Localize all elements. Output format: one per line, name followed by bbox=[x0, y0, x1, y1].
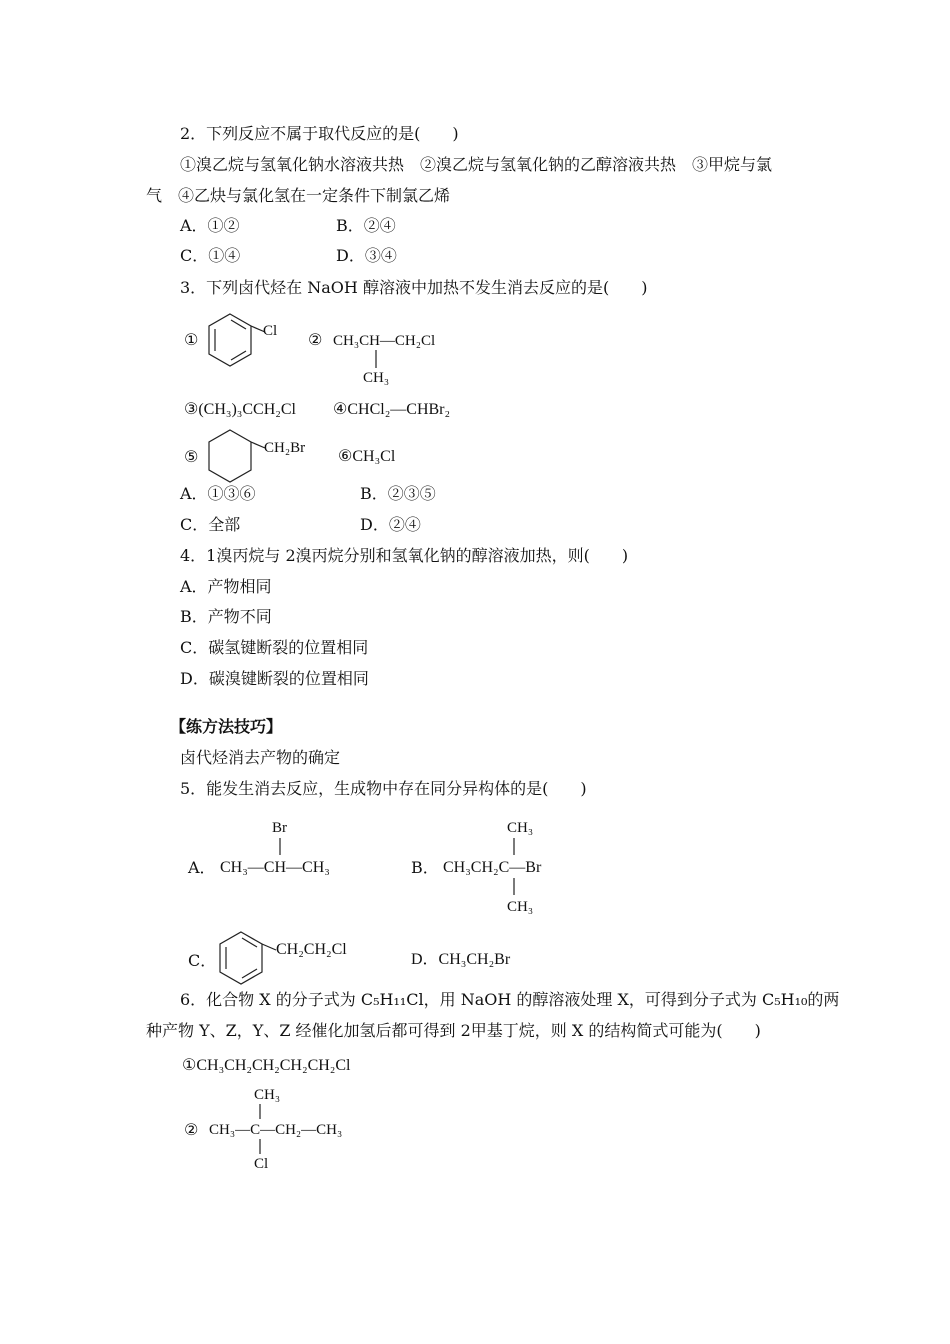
q3-m2-number: ② bbox=[308, 330, 323, 349]
q3-option-a: A．①③⑥ bbox=[180, 484, 256, 503]
q4-option-b: B．产物不同 bbox=[180, 607, 272, 626]
q3-m6: ⑥CH₃Cl bbox=[338, 448, 396, 465]
q5-c-substituent: CH₂CH₂Cl bbox=[276, 941, 347, 958]
q3-option-d: D．②④ bbox=[360, 515, 421, 534]
q2-line1: ①溴乙烷与氢氧化钠水溶液共热 ②溴乙烷与氢氧化钠的乙醇溶液共热 ③甲烷与氯 bbox=[180, 155, 773, 174]
q3-stem: 3．下列卤代烃在 NaOH 醇溶液中加热不发生消去反应的是( ) bbox=[180, 278, 648, 297]
q5-d-option: D．CH₃CH₂Br bbox=[411, 951, 511, 968]
q3-option-b: B．②③⑤ bbox=[360, 484, 436, 503]
q6-line1: 6．化合物 X 的分子式为 C₅H₁₁Cl，用 NaOH 的醇溶液处理 X，可得到分子式为 C₅H₁₀的两 bbox=[180, 990, 840, 1009]
q6-option-2-top-bond bbox=[258, 1104, 262, 1122]
q6-line2: 种产物 Y、Z，Y、Z 经催化加氢后都可得到 2甲基丁烷，则 X 的结构简式可能为( ) bbox=[146, 1021, 761, 1040]
q5-b-bottom: CH₃ bbox=[507, 899, 534, 915]
q6-option-2-main: CH₃—C—CH₂—CH₃ bbox=[209, 1122, 343, 1138]
q3-m5-substituent: CH₂Br bbox=[264, 440, 306, 456]
q3-m2-branch-bond bbox=[374, 350, 378, 370]
q2-option-c: C．①④ bbox=[180, 246, 241, 265]
q3-m2-branch: CH₃ bbox=[363, 370, 390, 386]
q5-a-top-bond bbox=[278, 838, 282, 858]
q6-option-1: ①CH₃CH₂CH₂CH₂CH₂Cl bbox=[182, 1057, 351, 1074]
q5-stem: 5．能发生消去反应，生成物中存在同分异构体的是( ) bbox=[180, 779, 587, 798]
q2-option-d: D．③④ bbox=[336, 246, 397, 265]
q6-option-2-bottom: Cl bbox=[254, 1156, 269, 1172]
q6-option-2-top: CH₃ bbox=[254, 1087, 281, 1103]
q3-m4: ④CHCl₂—CHBr₂ bbox=[333, 401, 451, 418]
q5-b-label: B． bbox=[411, 858, 439, 877]
cyclohexane-ring-icon bbox=[205, 428, 255, 484]
q5-b-main: CH₃CH₂C—Br bbox=[443, 859, 542, 876]
section-title: 【练方法技巧】 bbox=[170, 717, 283, 736]
q2-option-a: A．①② bbox=[180, 216, 240, 235]
q4-option-a: A．产物相同 bbox=[180, 577, 272, 596]
q5-a-label: A． bbox=[188, 858, 216, 877]
benzene-ring-icon bbox=[216, 930, 266, 986]
q4-option-c: C．碳氢键断裂的位置相同 bbox=[180, 638, 369, 657]
q3-m1-substituent: Cl bbox=[263, 323, 278, 339]
q2-stem: 2．下列反应不属于取代反应的是( ) bbox=[180, 124, 459, 143]
q5-b-top: CH₃ bbox=[507, 820, 534, 836]
q6-option-2-number: ② bbox=[184, 1120, 199, 1139]
section-subtitle: 卤代烃消去产物的确定 bbox=[180, 748, 341, 767]
q3-m5-number: ⑤ bbox=[184, 447, 199, 466]
benzene-ring-icon bbox=[205, 312, 255, 368]
q5-b-bottom-bond bbox=[512, 878, 516, 898]
q3-m1-number: ① bbox=[184, 330, 199, 349]
q3-option-c: C．全部 bbox=[180, 515, 241, 534]
q5-a-main: CH₃—CH—CH₃ bbox=[220, 859, 330, 876]
q5-c-label: C． bbox=[188, 951, 217, 970]
q4-stem: 4．1溴丙烷与 2溴丙烷分别和氢氧化钠的醇溶液加热，则( ) bbox=[180, 546, 629, 565]
q2-option-b: B．②④ bbox=[336, 216, 396, 235]
q3-m3: ③(CH₃)₃CCH₂Cl bbox=[184, 401, 296, 418]
q3-m2-main-chain: CH₃CH—CH₂Cl bbox=[333, 333, 436, 349]
q5-b-top-bond bbox=[512, 838, 516, 858]
q5-a-top: Br bbox=[272, 820, 287, 836]
q2-line2: 气 ④乙炔与氯化氢在一定条件下制氯乙烯 bbox=[146, 186, 451, 205]
q4-option-d: D．碳溴键断裂的位置相同 bbox=[180, 669, 369, 688]
